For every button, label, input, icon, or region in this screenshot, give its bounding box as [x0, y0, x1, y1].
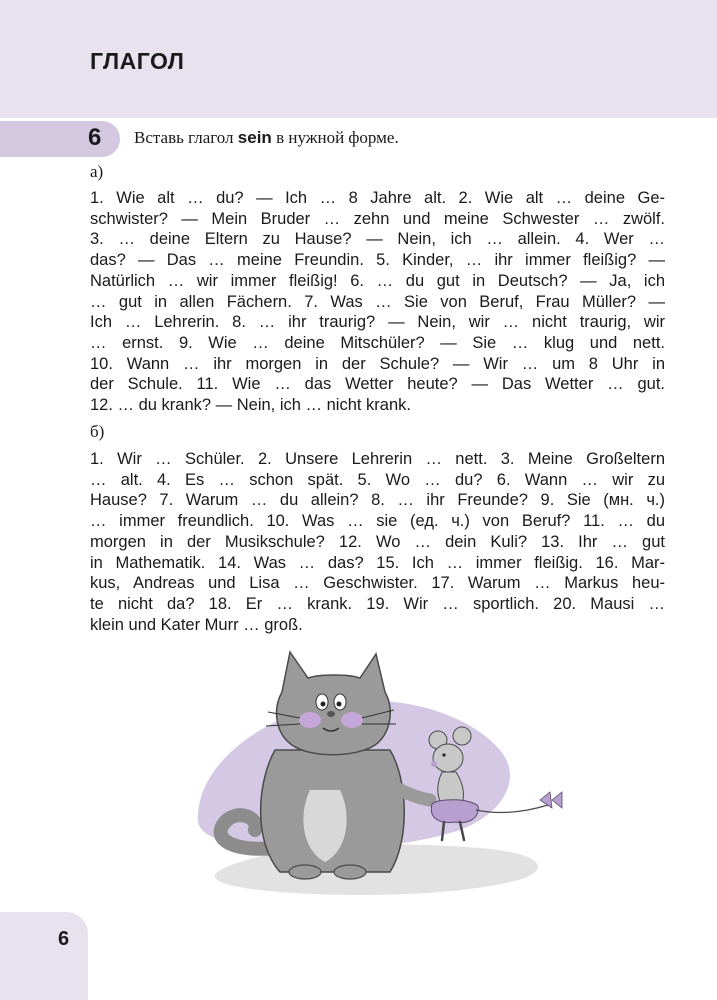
- part-b-label: б): [90, 422, 105, 441]
- text-line: Hause? 7. Warum … du allein? 8. … ihr Freunde? 9. Sie (мн. ч.): [90, 491, 665, 510]
- text-line: morgen in der Musikschule? 12. Wo … dein Kuli? 13. Ihr … gut: [90, 532, 665, 551]
- part-b-text: [90, 449, 665, 635]
- cat-cheek-left: [299, 712, 321, 728]
- page-number-tab: [0, 912, 88, 1000]
- instruction-keyword: sein: [237, 128, 272, 147]
- text-line: in Mathematik. 14. Was … das? 15. Ich … immer fleißig. 16. Mar-: [90, 553, 665, 572]
- text-line: der Schule. 11. Wie … das Wetter heute? — Das Wetter … gut.: [90, 375, 665, 394]
- part-a-label: а): [90, 162, 104, 181]
- part-a-text: [90, 188, 665, 416]
- cat-nose: [327, 711, 335, 717]
- text-line: Natürlich … wir immer fleißig! 6. … du gut in Deutsch? — Ja, ich: [90, 271, 665, 290]
- instruction-text-before: Вставь глагол: [134, 128, 238, 147]
- text-line: kus, Andreas und Lisa … Geschwister. 17. Warum … Markus heu-: [90, 574, 665, 593]
- exercise-instruction: [134, 128, 399, 148]
- text-line: … ernst. 9. Wie … deine Mitschüler? — Sie … klug und nett.: [90, 333, 665, 352]
- cat-cheek-right: [341, 712, 363, 728]
- cat-head: [277, 652, 391, 755]
- text-line: 10. Wann … ihr morgen in der Schule? — Wir … um 8 Uhr in: [90, 354, 665, 373]
- text-line: Ich … Lehrerin. 8. … ihr traurig? — Nein, wir … nicht traurig, wir: [90, 313, 665, 332]
- text-line: 1. Wir … Schüler. 2. Unsere Lehrerin … nett. 3. Meine Großeltern: [90, 450, 665, 468]
- text-line: … alt. 4. Es … schon spät. 5. Wo … du? 6. Wann … wir zu: [90, 470, 665, 489]
- instruction-text-after: в нужной форме.: [271, 128, 399, 147]
- mouse-nose: [431, 761, 437, 767]
- cat-front-paw-left: [289, 865, 321, 879]
- cat-front-paw-right: [334, 865, 366, 879]
- text-line: schwister? — Mein Bruder … zehn und meine Schwester … zwölf.: [90, 209, 665, 228]
- page-number: 6: [58, 928, 70, 950]
- text-line: … gut in allen Fächern. 7. Was … Sie von Beruf, Frau Müller? —: [90, 292, 665, 311]
- text-line: te nicht da? 18. Er … krank. 19. Wir … sportlich. 20. Mausi …: [90, 594, 665, 613]
- exercise-number: 6: [88, 124, 102, 151]
- text-line: das? — Das … meine Freundin. 5. Kinder, … ihr immer fleißig? —: [90, 251, 665, 270]
- text-line: klein und Kater Murr … groß.: [90, 615, 303, 634]
- mouse-bow: [540, 792, 562, 808]
- text-line: 12. … du krank? — Nein, ich … nicht krank.: [90, 396, 411, 415]
- section-title: ГЛАГОЛ: [90, 48, 185, 74]
- cat-and-mouse-illustration: [180, 640, 580, 900]
- text-line: 3. … deine Eltern zu Hause? — Nein, ich … allein. 4. Wer …: [90, 230, 665, 249]
- text-line: 1. Wie alt … du? — Ich … 8 Jahre alt. 2. Wie alt … deine Ge-: [90, 189, 665, 207]
- text-line: … immer freundlich. 10. Was … sie (ед. ч.) von Beruf? 11. … du: [90, 512, 665, 531]
- exercise-number-tab: [0, 121, 120, 157]
- mouse-head: [433, 744, 463, 772]
- mouse-skirt: [431, 800, 478, 823]
- mouse-ear-right: [453, 727, 471, 745]
